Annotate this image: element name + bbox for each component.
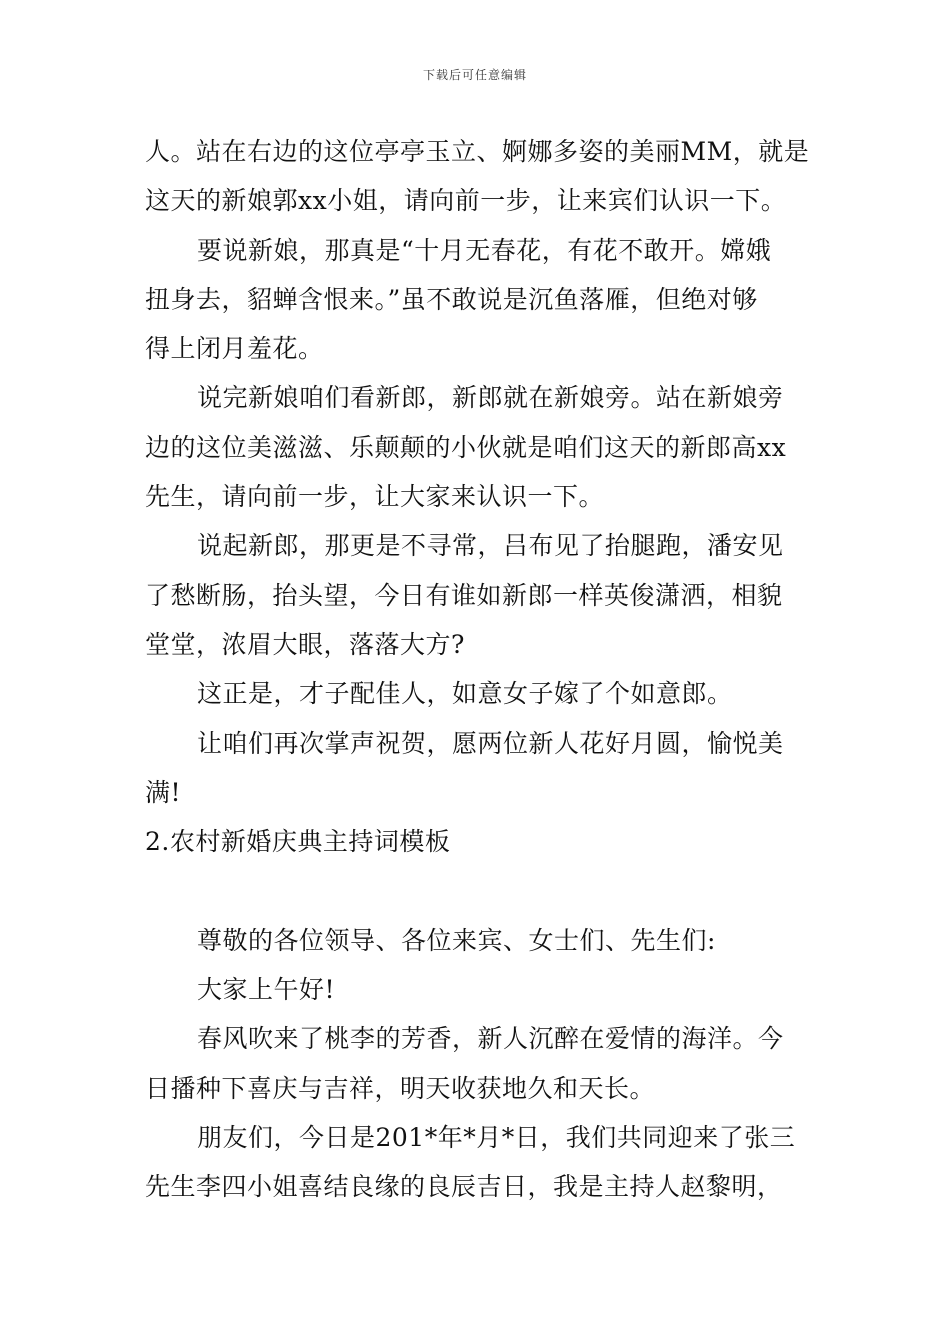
text-line: 说完新娘咱们看新郎，新郎就在新娘旁。站在新娘旁 [197, 383, 784, 413]
text-line: 大家上午好! [197, 975, 336, 1005]
text-line: 扭身去，貂蝉含恨来。”虽不敢说是沉鱼落雁，但绝对够 [145, 284, 758, 314]
text-line: 说起新郎，那更是不寻常，吕布见了抬腿跑，潘安见 [197, 531, 784, 561]
page-header: 下载后可任意编辑 [422, 68, 527, 82]
document-body [145, 127, 810, 1212]
text-line: 朋友们，今日是201*年*月*日，我们共同迎来了张三 [197, 1122, 796, 1152]
text-line: 尊敬的各位领导、各位来宾、女士们、先生们: [197, 925, 716, 955]
text-line: 边的这位美滋滋、乐颠颠的小伙就是咱们这天的新郎高xx [145, 432, 787, 462]
text-line: 先生，请向前一步，让大家来认识一下。 [145, 482, 605, 512]
text-line: 堂堂，浓眉大眼，落落大方? [145, 629, 465, 659]
text-line: 了愁断肠，抬头望，今日有谁如新郎一样英俊潇洒，相貌 [145, 580, 783, 610]
text-line: 人。站在右边的这位亭亭玉立、婀娜多姿的美丽MM，就是 [145, 137, 810, 166]
text-line: 春风吹来了桃李的芳香，新人沉醉在爱情的海洋。今 [197, 1024, 784, 1054]
text-line: 让咱们再次掌声祝贺，愿两位新人花好月圆，愉悦美 [197, 728, 784, 758]
text-line: 这天的新娘郭xx小姐，请向前一步，让来宾们认识一下。 [145, 186, 787, 216]
text-line: 这正是，才子配佳人，如意女子嫁了个如意郎。 [197, 679, 733, 709]
text-line: 得上闭月羞花。 [145, 334, 324, 364]
text-line: 日播种下喜庆与吉祥，明天收获地久和天长。 [145, 1073, 656, 1103]
text-line: 满! [145, 777, 182, 807]
blank-line [145, 866, 810, 915]
text-line: 要说新娘，那真是“十月无春花，有花不敢开。嫦娥 [197, 235, 772, 265]
section-heading: 2.农村新婚庆典主持词模板 [145, 827, 451, 857]
text-line: 先生李四小姐喜结良缘的良辰吉日，我是主持人赵黎明， [145, 1172, 783, 1202]
